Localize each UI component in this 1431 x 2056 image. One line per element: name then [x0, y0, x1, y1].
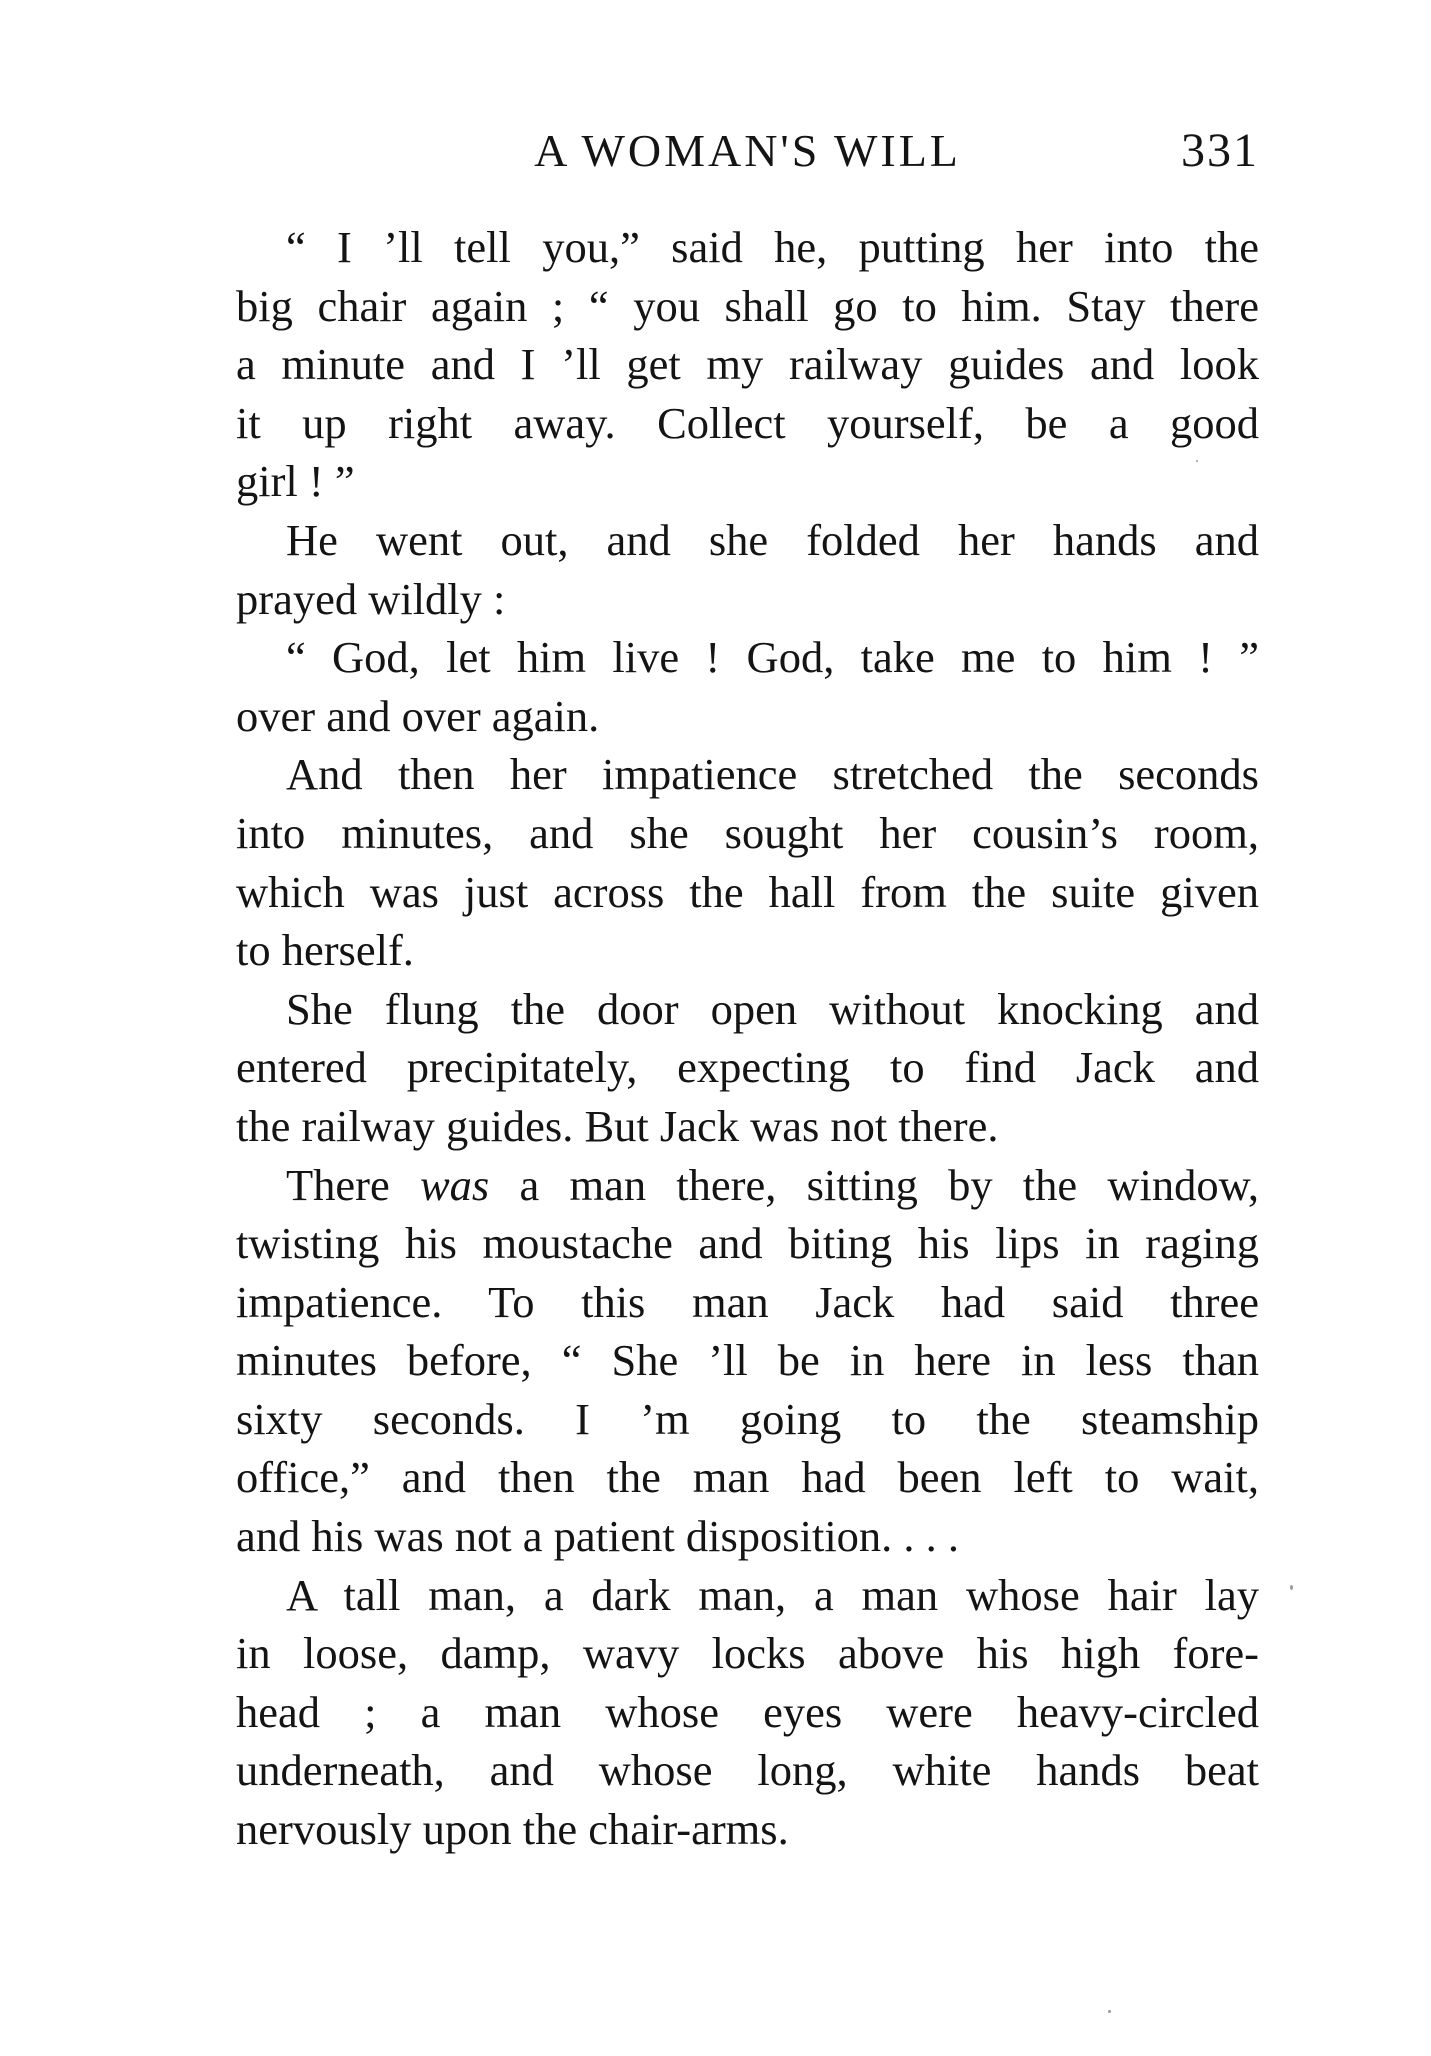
page-number: 331 [1181, 124, 1259, 177]
text-line: twisting his moustache and biting his lips in raging [236, 1218, 1259, 1269]
text-line: entered precipitately, expecting to find Jack and [236, 1042, 1259, 1093]
text-line: over and over again. [236, 690, 600, 741]
text-line: and his was not a patient disposition. . . . [236, 1511, 960, 1562]
paper-speck [1290, 1585, 1293, 1590]
text-line: minutes before, “ She ’ll be in here in less than [236, 1335, 1259, 1386]
paragraph-5 [236, 980, 1259, 1156]
paragraph-2 [236, 511, 1259, 628]
text-line: to herself. [236, 925, 414, 976]
text-line: nervously upon the chair-arms. [236, 1804, 789, 1855]
running-title: A WOMAN'S WILL [534, 125, 961, 176]
text-fragment: There [286, 1159, 390, 1210]
text-line: into minutes, and she sought her cousin’s room, [236, 807, 1259, 858]
text-line: in loose, damp, wavy locks above his high fore- [236, 1628, 1259, 1679]
text-line: girl ! ” [236, 456, 355, 507]
paragraph-6 [236, 1156, 1259, 1566]
text-line: He went out, and she folded her hands and [286, 514, 1259, 565]
paragraph-3 [236, 628, 1259, 745]
text-line: head ; a man whose eyes were heavy-circled [236, 1686, 1259, 1737]
text-line [236, 1156, 1259, 1215]
text-line: And then her impatience stretched the seconds [286, 749, 1259, 800]
text-line: the railway guides. But Jack was not there. [236, 1100, 999, 1151]
text-line: which was just across the hall from the suite given [236, 866, 1259, 917]
text-line: prayed wildly : [236, 573, 506, 624]
text-line: office,” and then the man had been left to wait, [236, 1452, 1259, 1503]
paper-speck [1196, 460, 1198, 462]
text-line: sixty seconds. I ’m going to the steamship [236, 1393, 1259, 1444]
text-line: it up right away. Collect yourself, be a good [236, 397, 1259, 448]
text-line: “ I ’ll tell you,” said he, putting her into the [286, 222, 1259, 272]
text-line: A tall man, a dark man, a man whose hair lay [286, 1569, 1259, 1620]
text-line: impatience. To this man Jack had said three [236, 1276, 1259, 1327]
text-line: big chair again ; “ you shall go to him. Stay there [236, 280, 1259, 331]
paper-speck [1108, 2010, 1111, 2013]
text-line: underneath, and whose long, white hands beat [236, 1745, 1259, 1796]
body-text [236, 218, 1259, 1859]
paragraph-7 [236, 1566, 1259, 1859]
paragraph-4 [236, 745, 1259, 979]
text-line: “ God, let him live ! God, take me to him ! ” [286, 632, 1259, 683]
text-line: a minute and I ’ll get my railway guides and look [236, 339, 1259, 390]
text-line: She flung the door open without knocking and [286, 983, 1259, 1034]
page-header [236, 118, 1259, 184]
paragraph-1 [236, 218, 1259, 511]
emphasized-word: was [420, 1159, 490, 1210]
text-fragment: a man there, sitting by the window, [519, 1159, 1260, 1210]
